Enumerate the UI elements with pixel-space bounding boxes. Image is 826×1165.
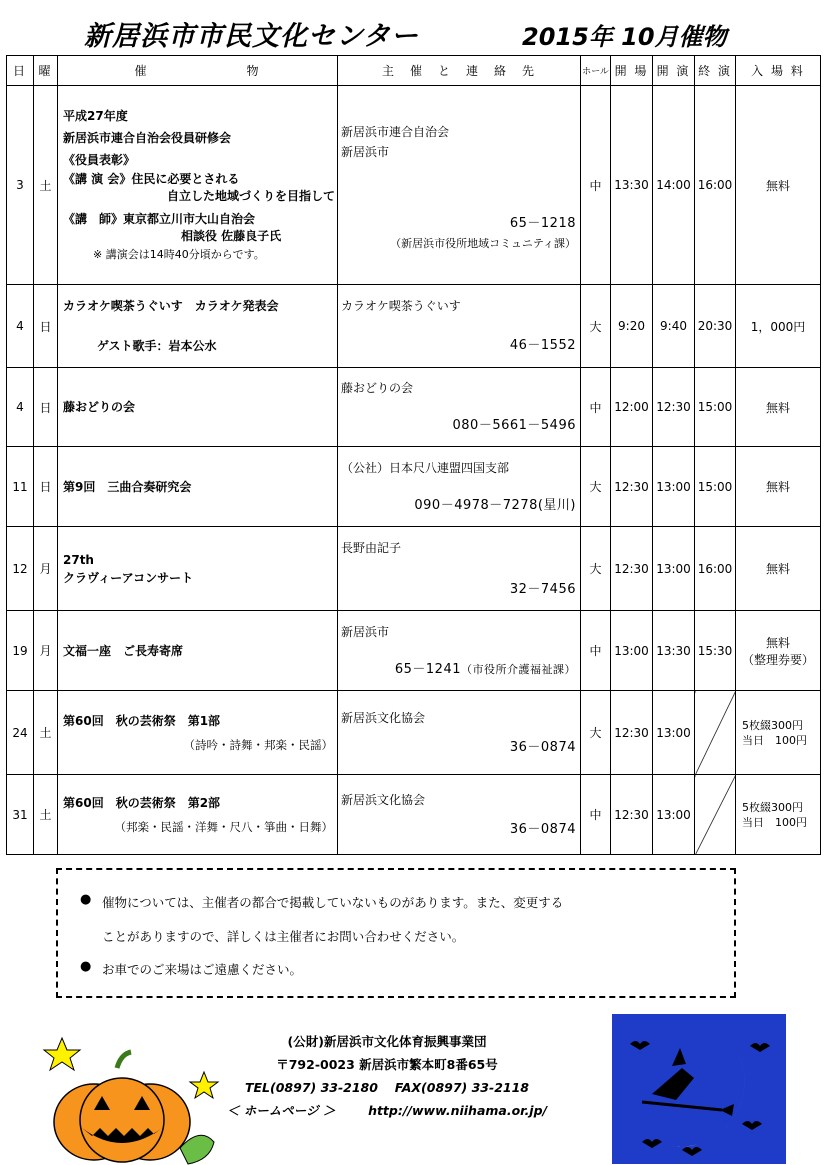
fee-value-sameday: 当日 100円 <box>742 733 807 747</box>
start-time: 9:40 <box>653 285 695 368</box>
notice-text: お車でのご来場はご遠慮ください。 <box>102 962 303 977</box>
open-time: 12:30 <box>611 447 653 527</box>
open-time: 9:20 <box>611 285 653 368</box>
fee-cell: 無料 <box>736 527 821 611</box>
footer-address: 〒792-0023 新居浜市繁本町8番65号 <box>276 1057 498 1072</box>
hall-cell: 中 <box>581 86 611 285</box>
start-time: 14:00 <box>653 86 695 285</box>
open-time: 13:00 <box>611 611 653 691</box>
hall-cell: 大 <box>581 527 611 611</box>
event-line: 新居浜市連合自治会役員研修会 <box>63 131 232 145</box>
organizer-name: カラオケ喫茶うぐいす <box>341 299 461 313</box>
notice-text: 催物については、主催者の都合で掲載していないものがあります。また、変更する <box>102 895 564 910</box>
witch-moon-icon <box>612 1014 786 1164</box>
organizer-tel <box>341 660 576 680</box>
start-time: 13:00 <box>653 691 695 775</box>
event-cell <box>58 527 338 611</box>
organizer-name: 新居浜文化協会 <box>341 710 426 725</box>
col-organizer: 主 催 と 連 絡 先 <box>338 56 581 86</box>
event-line: 第9回 三曲合奏研究会 <box>63 479 192 494</box>
event-cell <box>58 86 338 285</box>
event-line: 平成27年度 <box>63 109 128 123</box>
organizer-tel: 080－5661－5496 <box>452 418 576 433</box>
day-cell: 19 <box>7 611 34 691</box>
open-time: 12:30 <box>611 527 653 611</box>
fee-cell: 無料 <box>736 447 821 527</box>
event-line: 藤おどりの会 <box>63 400 136 414</box>
hall-cell: 中 <box>581 611 611 691</box>
organizer-cell <box>338 86 581 285</box>
fee-value: 5枚綴300円 <box>742 718 803 732</box>
day-cell: 31 <box>7 775 34 855</box>
organizer-name: 新居浜市 <box>341 624 390 639</box>
weekday-cell: 日 <box>34 368 58 447</box>
star-icon <box>44 1038 80 1070</box>
organizer-tel: 090－4978－7278(星川) <box>414 497 576 513</box>
pumpkin-icon <box>32 1030 222 1165</box>
event-line: （邦楽・民謡・洋舞・尺八・箏曲・日舞） <box>114 819 333 834</box>
end-time: 15:30 <box>695 611 736 691</box>
organizer-cell <box>338 611 581 691</box>
notice-line <box>80 959 303 978</box>
organizer-tel: 36－0874 <box>509 739 576 755</box>
event-cell <box>58 285 338 368</box>
notice-text: ことがありますので、詳しくは主催者にお問い合わせください。 <box>102 929 465 944</box>
organizer-tel: 65－1218 <box>509 216 576 231</box>
event-line: 相談役 佐藤良子氏 <box>181 229 282 243</box>
fee-cell: 1，000円 <box>736 285 821 368</box>
fee-value-sameday: 当日 100円 <box>742 815 807 829</box>
col-weekday: 曜 <box>34 56 58 86</box>
weekday-cell: 日 <box>34 447 58 527</box>
footer-tel-fax: TEL(0897) 33-2180 FAX(0897) 33-2118 <box>244 1080 529 1095</box>
organizer-name: 藤おどりの会 <box>341 381 414 395</box>
event-line: 第60回 秋の芸術祭 第1部 <box>63 713 221 728</box>
table-row <box>7 368 821 447</box>
event-cell <box>58 447 338 527</box>
day-cell: 11 <box>7 447 34 527</box>
event-line: カラオケ喫茶うぐいす カラオケ発表会 <box>63 299 279 313</box>
col-hall: ホール <box>581 56 611 86</box>
fee-cell: 無料 <box>736 368 821 447</box>
fee-cell <box>736 611 821 691</box>
day-cell: 12 <box>7 527 34 611</box>
organizer-cell <box>338 447 581 527</box>
start-time: 13:00 <box>653 775 695 855</box>
start-time: 13:00 <box>653 447 695 527</box>
table-row <box>7 285 821 368</box>
day-cell: 4 <box>7 368 34 447</box>
notice-line <box>102 927 464 945</box>
footer-contact <box>222 1030 552 1122</box>
table-row <box>7 691 821 775</box>
event-cell <box>58 691 338 775</box>
notice-box <box>56 868 736 998</box>
hall-cell: 大 <box>581 691 611 775</box>
end-time: 15:00 <box>695 368 736 447</box>
fee-note: （整理券要） <box>741 652 814 667</box>
col-open: 開 場 <box>611 56 653 86</box>
organizer-cell <box>338 285 581 368</box>
weekday-cell: 土 <box>34 86 58 285</box>
homepage-url-link[interactable]: http://www.niihama.or.jp/ <box>368 1103 548 1118</box>
day-cell: 24 <box>7 691 34 775</box>
event-line: 第60回 秋の芸術祭 第2部 <box>63 795 221 810</box>
organizer-name: 新居浜市 <box>341 145 390 159</box>
col-event: 催 物 <box>58 56 338 86</box>
hall-cell: 大 <box>581 285 611 368</box>
event-line: 《講 師》東京都立川市大山自治会 <box>63 212 256 226</box>
organizer-name: 長野由記子 <box>341 540 402 555</box>
organizer-cell <box>338 527 581 611</box>
event-line: クラヴィーアコンサート <box>63 570 194 585</box>
start-time: 13:00 <box>653 527 695 611</box>
open-time: 13:30 <box>611 86 653 285</box>
end-time: 15:00 <box>695 447 736 527</box>
open-time: 12:30 <box>611 691 653 775</box>
page-title: 新居浜市市民文化センター <box>84 21 419 52</box>
organizer-tel-note: （市役所介護福祉課） <box>461 662 576 676</box>
organizer-tel-note: （新居浜市役所地域コミュニティ課） <box>390 237 576 250</box>
event-cell <box>58 611 338 691</box>
notice-line <box>80 892 564 911</box>
table-row <box>7 447 821 527</box>
event-cell <box>58 775 338 855</box>
event-schedule-table <box>6 55 821 855</box>
table-header-row <box>7 56 821 86</box>
organizer-name: 新居浜市連合自治会 <box>341 125 450 139</box>
organizer-tel-number: 65－1241 <box>394 661 461 677</box>
start-time: 13:30 <box>653 611 695 691</box>
fee-cell <box>736 775 821 855</box>
organizer-name: 新居浜文化協会 <box>341 792 426 807</box>
organizer-tel: 32－7456 <box>509 581 576 597</box>
organizer-cell <box>338 691 581 775</box>
open-time: 12:00 <box>611 368 653 447</box>
footer-org: (公財)新居浜市文化体育振興事業団 <box>287 1034 487 1049</box>
fee-cell <box>736 691 821 775</box>
end-time <box>695 775 736 855</box>
event-line: 自立した地域づくりを目指して <box>167 189 336 203</box>
table-row <box>7 86 821 285</box>
end-time: 20:30 <box>695 285 736 368</box>
table-row <box>7 775 821 855</box>
event-line: 文福一座 ご長寿寄席 <box>63 643 184 658</box>
end-time <box>695 691 736 775</box>
col-fee: 入 場 料 <box>736 56 821 86</box>
footer-homepage <box>222 1099 552 1122</box>
event-cell <box>58 368 338 447</box>
event-line: 27th <box>63 552 94 567</box>
homepage-label: ＜ ホームページ ＞ <box>226 1103 336 1118</box>
day-cell: 3 <box>7 86 34 285</box>
organizer-cell <box>338 775 581 855</box>
event-line: ゲスト歌手：岩本公水 <box>97 339 217 353</box>
organizer-tel: 46－1552 <box>509 338 576 353</box>
weekday-cell: 月 <box>34 611 58 691</box>
end-time: 16:00 <box>695 86 736 285</box>
table-row <box>7 527 821 611</box>
hall-cell: 大 <box>581 447 611 527</box>
organizer-cell <box>338 368 581 447</box>
bullet-icon: ● <box>80 959 92 974</box>
fee-value: 5枚綴300円 <box>742 800 803 814</box>
fee-cell: 無料 <box>736 86 821 285</box>
col-day: 日 <box>7 56 34 86</box>
col-end: 終 演 <box>695 56 736 86</box>
weekday-cell: 土 <box>34 775 58 855</box>
star-icon <box>190 1072 218 1098</box>
event-line: 《役員表彰》 <box>63 153 136 167</box>
day-cell: 4 <box>7 285 34 368</box>
event-note: ※ 講演会は14時40分頃からです。 <box>93 248 265 261</box>
hall-cell: 中 <box>581 368 611 447</box>
month-title: 2015年 10月催物 <box>522 23 727 51</box>
organizer-name: （公社）日本尺八連盟四国支部 <box>341 460 510 475</box>
start-time: 12:30 <box>653 368 695 447</box>
col-start: 開 演 <box>653 56 695 86</box>
event-line: （詩吟・詩舞・邦楽・民謡） <box>183 737 333 752</box>
table-row <box>7 611 821 691</box>
weekday-cell: 日 <box>34 285 58 368</box>
weekday-cell: 月 <box>34 527 58 611</box>
fee-value: 無料 <box>765 635 790 650</box>
bullet-icon: ● <box>80 892 92 907</box>
end-time: 16:00 <box>695 527 736 611</box>
hall-cell: 中 <box>581 775 611 855</box>
organizer-tel: 36－0874 <box>509 821 576 837</box>
event-line: 《講 演 会》住民に必要とされる <box>63 172 240 186</box>
weekday-cell: 土 <box>34 691 58 775</box>
open-time: 12:30 <box>611 775 653 855</box>
